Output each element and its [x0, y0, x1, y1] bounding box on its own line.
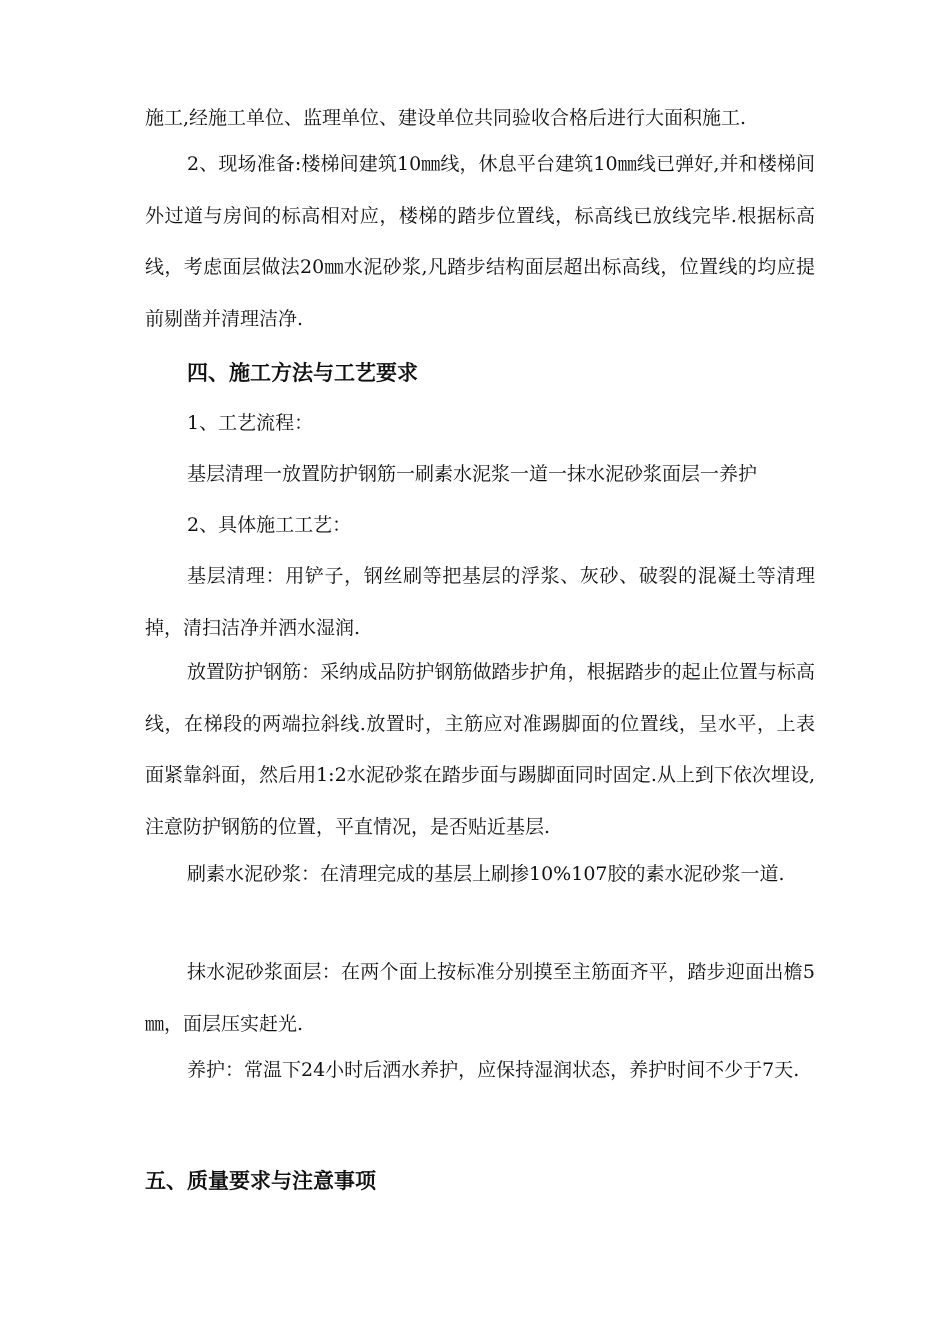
paragraph-process-flow-title: 1、工艺流程：	[187, 412, 314, 434]
paragraph-process-flow: 基层清理一放置防护钢筋一刷素水泥浆一道一抹水泥砂浆面层一养护	[187, 463, 758, 485]
paragraph-curing: 养护：常温下24小时后洒水养护，应保持湿润状态，养护时间不少于7天.	[187, 1059, 800, 1081]
section-heading-5: 五、质量要求与注意事项	[145, 1168, 376, 1193]
paragraph-specific-process-title: 2、具体施工工艺：	[187, 514, 352, 536]
paragraph-continuation: 施工,经施工单位、监理单位、建设单位共同验收合格后进行大面积施工.	[145, 107, 747, 129]
paragraph-protective-rebar: 放置防护钢筋：采纳成品防护钢筋做踏步护角，根据踏步的起止位置与标高线，在梯段的两端拉斜线.放置时，主筋应对准踢脚面的位置线，呈水平，上表面紧靠斜面，然后用1:2水泥砂浆在踏步面与踢脚面同时固定.从上到下依次埋设,注意防护钢筋的位置，平直情况，是否贴近基层.	[145, 661, 815, 838]
section-heading-4: 四、施工方法与工艺要求	[187, 360, 418, 385]
paragraph-site-preparation: 2、现场准备:楼梯间建筑10㎜线，休息平台建筑10㎜线已弹好,并和楼梯间外过道与房间的标高相对应，楼梯的踏步位置线，标高线已放线完毕.根据标高线，考虑面层做法20㎜水泥砂浆,凡踏步结构面层超出标高线，位置线的均应提前剔凿并清理洁净.	[145, 153, 815, 330]
paragraph-cement-slurry: 刷素水泥砂浆：在清理完成的基层上刷掺10%107胶的素水泥砂浆一道.	[187, 863, 785, 885]
paragraph-base-cleaning: 基层清理：用铲子，钢丝刷等把基层的浮浆、灰砂、破裂的混凝土等清理掉，清扫洁净并洒水湿润.	[145, 565, 815, 639]
paragraph-mortar-surface: 抹水泥砂浆面层：在两个面上按标准分别摸至主筋面齐平，踏步迎面出檐5㎜，面层压实赶光.	[145, 961, 815, 1035]
